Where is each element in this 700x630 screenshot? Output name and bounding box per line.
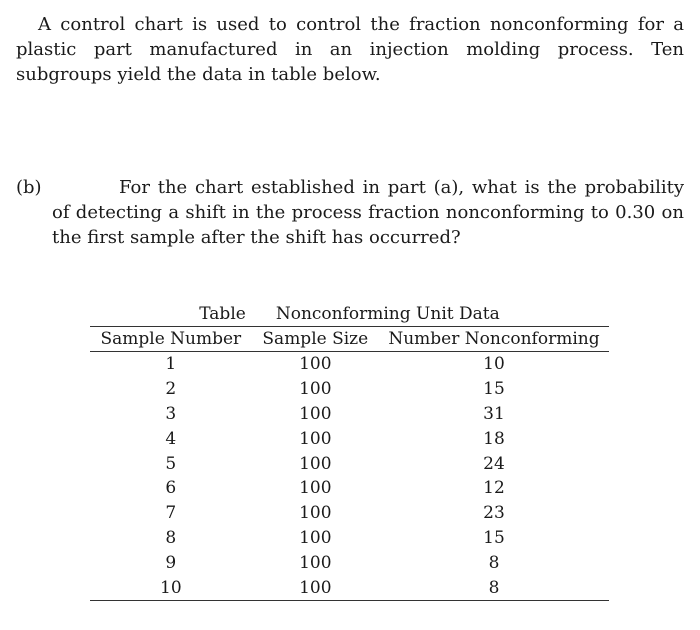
table-row xyxy=(90,501,609,526)
cell-sample-number: 9 xyxy=(165,552,177,573)
cell-sample-size: 100 xyxy=(299,577,332,598)
cell-number-nonconforming: 8 xyxy=(488,577,500,598)
header-sample-number: Sample Number xyxy=(100,329,242,349)
cell-number-nonconforming: 31 xyxy=(483,403,505,424)
cell-sample-number: 3 xyxy=(165,403,177,424)
cell-sample-number: 4 xyxy=(165,428,177,449)
problem-statement: A control chart is used to control the fraction nonconforming for a plastic part manufactured in an injection molding process. Ten subgroups yield the data in table below. xyxy=(16,14,684,85)
cell-sample-number: 5 xyxy=(165,453,177,474)
cell-sample-number: 8 xyxy=(165,527,177,548)
cell-sample-number: 10 xyxy=(160,577,182,598)
question-b xyxy=(16,175,684,250)
cell-sample-size: 100 xyxy=(299,403,332,424)
cell-sample-size: 100 xyxy=(299,428,332,449)
cell-sample-size: 100 xyxy=(299,478,332,499)
cell-number-nonconforming: 8 xyxy=(488,552,500,573)
question-text: For the chart established in part (a), what is the probability of detecting a shift in the process fraction nonconforming to 0.30 on the first sample after the shift has occurred? xyxy=(52,177,684,248)
table-caption xyxy=(90,302,609,326)
table-row xyxy=(90,402,609,427)
question-label: (b) xyxy=(16,177,42,198)
data-table-block xyxy=(90,302,609,601)
table-row xyxy=(90,526,609,551)
cell-number-nonconforming: 18 xyxy=(483,428,505,449)
table-row xyxy=(90,550,609,575)
cell-sample-number: 2 xyxy=(165,379,177,400)
header-number-nonconforming: Number Nonconforming xyxy=(388,329,600,349)
cell-number-nonconforming: 12 xyxy=(483,478,505,499)
cell-sample-size: 100 xyxy=(299,453,332,474)
table-row xyxy=(90,377,609,402)
cell-number-nonconforming: 10 xyxy=(483,354,505,375)
header-sample-size: Sample Size xyxy=(262,329,369,349)
cell-sample-size: 100 xyxy=(299,503,332,524)
table-row xyxy=(90,451,609,476)
cell-sample-size: 100 xyxy=(299,552,332,573)
cell-sample-number: 1 xyxy=(165,354,177,375)
table-row xyxy=(90,352,609,377)
cell-sample-size: 100 xyxy=(299,527,332,548)
table-header-row xyxy=(90,327,609,352)
table-row xyxy=(90,575,609,600)
cell-number-nonconforming: 24 xyxy=(483,453,505,474)
table-row xyxy=(90,476,609,501)
cell-sample-size: 100 xyxy=(299,354,332,375)
table-body xyxy=(90,352,609,601)
table-caption-title: Nonconforming Unit Data xyxy=(275,304,500,324)
cell-number-nonconforming: 15 xyxy=(483,379,505,400)
cell-sample-number: 7 xyxy=(165,503,177,524)
cell-number-nonconforming: 15 xyxy=(483,527,505,548)
cell-sample-number: 6 xyxy=(165,478,177,499)
cell-sample-size: 100 xyxy=(299,379,332,400)
nonconforming-data-table xyxy=(90,326,609,601)
table-row xyxy=(90,426,609,451)
cell-number-nonconforming: 23 xyxy=(483,503,505,524)
table-caption-label: Table xyxy=(199,304,246,324)
